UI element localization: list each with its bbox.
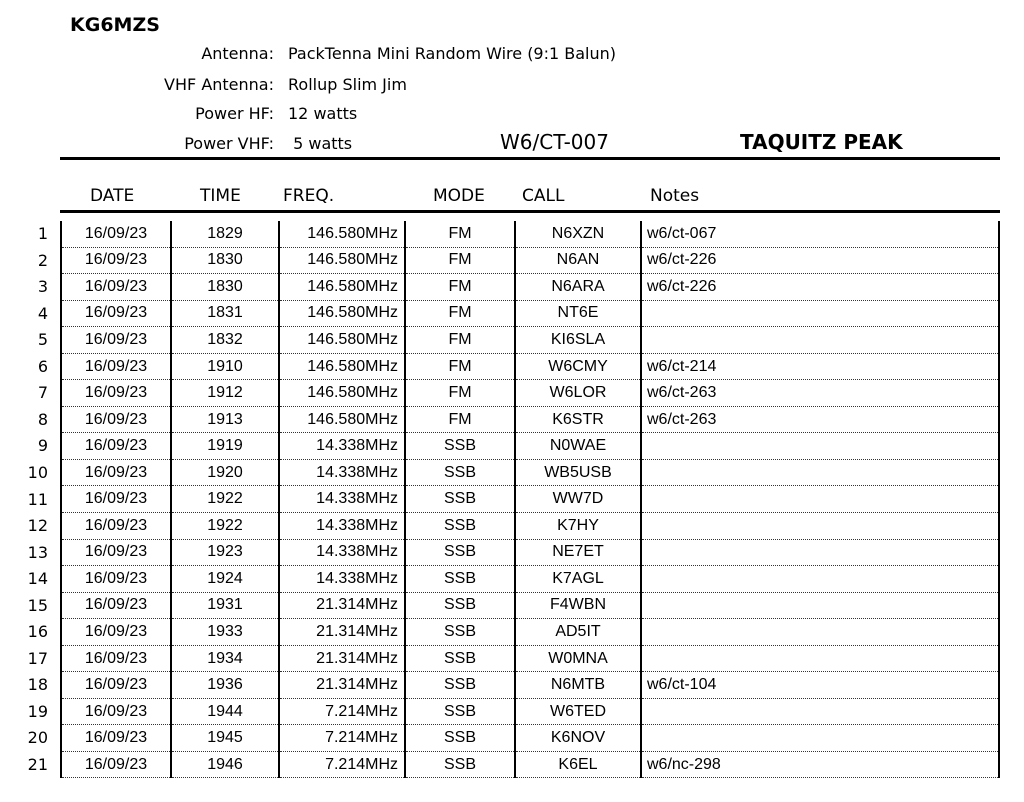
- row-number: 19: [27, 701, 48, 721]
- cell-call: NT6E: [515, 300, 641, 327]
- row-number: 11: [27, 489, 48, 509]
- row-number: 1: [37, 224, 48, 243]
- cell-time: 1910: [171, 353, 279, 380]
- cell-mode: SSB: [405, 619, 515, 646]
- cell-call: W6TED: [515, 698, 641, 725]
- cell-notes: [641, 645, 999, 672]
- cell-call: W6CMY: [515, 353, 641, 380]
- row-number: 17: [27, 648, 48, 668]
- row-number: 14: [27, 569, 48, 589]
- cell-call: W0MNA: [515, 645, 641, 672]
- cell-notes: w6/ct-104: [641, 672, 999, 699]
- row-number: 3: [37, 277, 48, 297]
- cell-time: 1922: [171, 513, 279, 540]
- cell-time: 1934: [171, 645, 279, 672]
- cell-time: 1931: [171, 592, 279, 619]
- header-rule: [60, 157, 1000, 160]
- cell-mode: FM: [405, 247, 515, 274]
- cell-time: 1936: [171, 672, 279, 699]
- table-row: [61, 327, 999, 354]
- cell-mode: SSB: [405, 725, 515, 752]
- cell-notes: [641, 327, 999, 354]
- table-row: [61, 513, 999, 540]
- cell-notes: [641, 433, 999, 460]
- cell-freq: 146.580MHz: [279, 327, 405, 354]
- cell-notes: [641, 513, 999, 540]
- table-row: [61, 247, 999, 274]
- cell-notes: [641, 619, 999, 646]
- cell-notes: [641, 592, 999, 619]
- cell-freq: 14.338MHz: [279, 433, 405, 460]
- table-row: [61, 459, 999, 486]
- cell-mode: SSB: [405, 513, 515, 540]
- cell-time: 1830: [171, 274, 279, 301]
- cell-freq: 7.214MHz: [279, 751, 405, 778]
- cell-date: 16/09/23: [61, 327, 171, 354]
- cell-call: N6XZN: [515, 221, 641, 247]
- cell-notes: [641, 459, 999, 486]
- cell-date: 16/09/23: [61, 486, 171, 513]
- cell-time: 1829: [171, 221, 279, 247]
- cell-mode: SSB: [405, 698, 515, 725]
- row-number: 4: [37, 303, 48, 323]
- cell-mode: FM: [405, 327, 515, 354]
- cell-freq: 7.214MHz: [279, 698, 405, 725]
- cell-notes: w6/ct-263: [641, 406, 999, 433]
- cell-freq: 21.314MHz: [279, 592, 405, 619]
- cell-date: 16/09/23: [61, 274, 171, 301]
- operator-callsign: KG6MZS: [70, 14, 160, 36]
- cell-date: 16/09/23: [61, 751, 171, 778]
- cell-mode: SSB: [405, 539, 515, 566]
- cell-time: 1919: [171, 433, 279, 460]
- cell-freq: 14.338MHz: [279, 566, 405, 593]
- cell-date: 16/09/23: [61, 406, 171, 433]
- cell-mode: SSB: [405, 672, 515, 699]
- cell-mode: SSB: [405, 751, 515, 778]
- cell-call: K6STR: [515, 406, 641, 433]
- cell-time: 1912: [171, 380, 279, 407]
- cell-call: N6AN: [515, 247, 641, 274]
- cell-notes: [641, 300, 999, 327]
- cell-freq: 146.580MHz: [279, 300, 405, 327]
- cell-date: 16/09/23: [61, 513, 171, 540]
- table-row: [61, 406, 999, 433]
- cell-mode: FM: [405, 380, 515, 407]
- cell-mode: FM: [405, 406, 515, 433]
- cell-freq: 21.314MHz: [279, 672, 405, 699]
- contact-log-body: [61, 221, 999, 778]
- cell-date: 16/09/23: [61, 539, 171, 566]
- cell-time: 1946: [171, 751, 279, 778]
- cell-freq: 21.314MHz: [279, 645, 405, 672]
- antenna-value: PackTenna Mini Random Wire (9:1 Balun): [288, 44, 617, 63]
- row-number: 9: [37, 436, 48, 456]
- cell-call: AD5IT: [515, 619, 641, 646]
- cell-time: 1832: [171, 327, 279, 354]
- cell-date: 16/09/23: [61, 566, 171, 593]
- row-number: 15: [27, 595, 48, 615]
- cell-notes: w6/nc-298: [641, 751, 999, 778]
- cell-mode: FM: [405, 353, 515, 380]
- cell-notes: [641, 539, 999, 566]
- cell-date: 16/09/23: [61, 221, 171, 247]
- cell-date: 16/09/23: [61, 619, 171, 646]
- cell-call: K7HY: [515, 513, 641, 540]
- table-row: [61, 566, 999, 593]
- table-row: [61, 300, 999, 327]
- cell-date: 16/09/23: [61, 353, 171, 380]
- cell-freq: 146.580MHz: [279, 247, 405, 274]
- table-row: [61, 274, 999, 301]
- cell-date: 16/09/23: [61, 433, 171, 460]
- cell-date: 16/09/23: [61, 592, 171, 619]
- cell-freq: 21.314MHz: [279, 619, 405, 646]
- cell-freq: 14.338MHz: [279, 459, 405, 486]
- column-header-time: TIME: [200, 186, 241, 206]
- cell-freq: 146.580MHz: [279, 274, 405, 301]
- cell-time: 1945: [171, 725, 279, 752]
- table-row: [61, 433, 999, 460]
- antenna-label: Antenna:: [201, 44, 274, 63]
- cell-date: 16/09/23: [61, 247, 171, 274]
- row-number: 2: [37, 250, 48, 270]
- row-number: 10: [27, 462, 48, 482]
- cell-call: WW7D: [515, 486, 641, 513]
- cell-call: KI6SLA: [515, 327, 641, 354]
- power-hf-value: 12 watts: [288, 104, 358, 123]
- power-vhf-label: Power VHF:: [184, 134, 274, 153]
- cell-time: 1923: [171, 539, 279, 566]
- cell-call: WB5USB: [515, 459, 641, 486]
- cell-date: 16/09/23: [61, 698, 171, 725]
- cell-freq: 146.580MHz: [279, 353, 405, 380]
- cell-time: 1933: [171, 619, 279, 646]
- cell-freq: 14.338MHz: [279, 513, 405, 540]
- cell-notes: w6/ct-067: [641, 221, 999, 247]
- column-header-notes: Notes: [650, 186, 700, 206]
- table-row: [61, 751, 999, 778]
- cell-time: 1920: [171, 459, 279, 486]
- cell-mode: SSB: [405, 486, 515, 513]
- row-number: 8: [37, 409, 48, 429]
- table-row: [61, 725, 999, 752]
- table-row: [61, 645, 999, 672]
- cell-call: N0WAE: [515, 433, 641, 460]
- table-row: [61, 592, 999, 619]
- row-number: 12: [27, 516, 48, 536]
- cell-call: K6NOV: [515, 725, 641, 752]
- cell-time: 1831: [171, 300, 279, 327]
- table-row: [61, 486, 999, 513]
- cell-mode: SSB: [405, 433, 515, 460]
- row-number: 18: [27, 675, 48, 695]
- cell-call: F4WBN: [515, 592, 641, 619]
- column-header-freq: FREQ.: [283, 186, 335, 206]
- cell-mode: SSB: [405, 645, 515, 672]
- cell-call: N6ARA: [515, 274, 641, 301]
- cell-date: 16/09/23: [61, 300, 171, 327]
- table-row: [61, 619, 999, 646]
- table-header-rule: [60, 210, 1000, 213]
- cell-notes: [641, 698, 999, 725]
- cell-mode: FM: [405, 274, 515, 301]
- cell-freq: 146.580MHz: [279, 221, 405, 247]
- row-number: 5: [37, 330, 48, 350]
- cell-mode: FM: [405, 300, 515, 327]
- cell-notes: w6/ct-214: [641, 353, 999, 380]
- summit-name: TAQUITZ PEAK: [740, 130, 903, 154]
- cell-time: 1913: [171, 406, 279, 433]
- contact-log-table: [60, 221, 1000, 778]
- summit-reference: W6/CT-007: [500, 130, 609, 154]
- cell-call: N6MTB: [515, 672, 641, 699]
- cell-notes: w6/ct-226: [641, 247, 999, 274]
- vhf-antenna-label: VHF Antenna:: [164, 75, 274, 94]
- table-row: [61, 353, 999, 380]
- cell-notes: [641, 566, 999, 593]
- power-hf-label: Power HF:: [195, 104, 274, 123]
- power-vhf-value: 5 watts: [288, 134, 353, 153]
- table-row: [61, 380, 999, 407]
- cell-mode: SSB: [405, 459, 515, 486]
- cell-call: W6LOR: [515, 380, 641, 407]
- cell-date: 16/09/23: [61, 645, 171, 672]
- cell-notes: [641, 486, 999, 513]
- row-number: 6: [37, 356, 48, 376]
- cell-date: 16/09/23: [61, 725, 171, 752]
- row-number: 16: [27, 622, 48, 642]
- cell-time: 1924: [171, 566, 279, 593]
- cell-freq: 14.338MHz: [279, 486, 405, 513]
- table-row: [61, 221, 999, 247]
- cell-mode: FM: [405, 221, 515, 247]
- row-number: 21: [27, 755, 48, 774]
- cell-date: 16/09/23: [61, 672, 171, 699]
- table-row: [61, 672, 999, 699]
- cell-date: 16/09/23: [61, 459, 171, 486]
- table-row: [61, 539, 999, 566]
- cell-freq: 146.580MHz: [279, 380, 405, 407]
- cell-mode: SSB: [405, 566, 515, 593]
- cell-notes: w6/ct-226: [641, 274, 999, 301]
- row-number: 7: [37, 383, 48, 403]
- cell-call: K7AGL: [515, 566, 641, 593]
- cell-mode: SSB: [405, 592, 515, 619]
- cell-time: 1922: [171, 486, 279, 513]
- cell-call: K6EL: [515, 751, 641, 778]
- table-row: [61, 698, 999, 725]
- row-number: 20: [27, 728, 48, 748]
- column-header-mode: MODE: [433, 186, 485, 206]
- cell-freq: 14.338MHz: [279, 539, 405, 566]
- column-header-date: DATE: [90, 186, 135, 206]
- vhf-antenna-value: Rollup Slim Jim: [288, 75, 407, 94]
- cell-call: NE7ET: [515, 539, 641, 566]
- cell-notes: w6/ct-263: [641, 380, 999, 407]
- column-header-call: CALL: [522, 186, 565, 206]
- cell-time: 1944: [171, 698, 279, 725]
- cell-notes: [641, 725, 999, 752]
- cell-time: 1830: [171, 247, 279, 274]
- cell-date: 16/09/23: [61, 380, 171, 407]
- row-number: 13: [27, 542, 48, 562]
- cell-freq: 146.580MHz: [279, 406, 405, 433]
- cell-freq: 7.214MHz: [279, 725, 405, 752]
